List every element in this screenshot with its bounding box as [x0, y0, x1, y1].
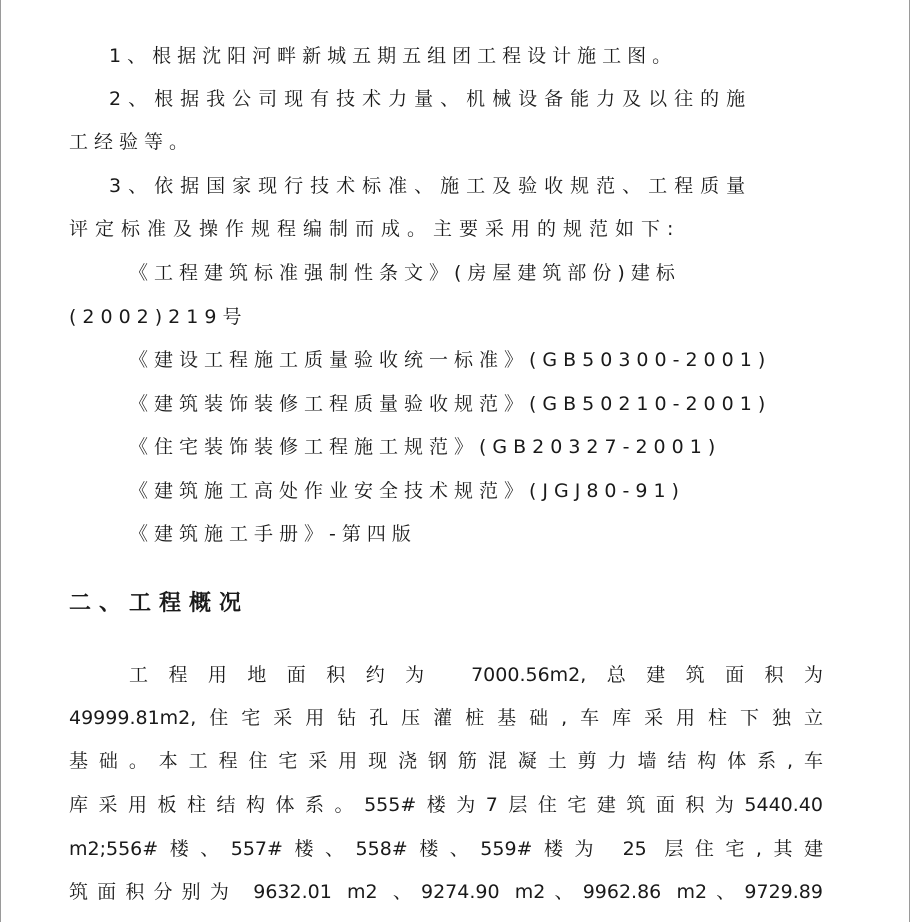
standard-ref-6: 《建筑施工手册》-第四版 [129, 523, 417, 545]
standard-ref-4: 《住宅装饰装修工程施工规范》(GB20327-2001) [129, 436, 722, 458]
basis-item-1: 1、根据沈阳河畔新城五期五组团工程设计施工图。 [109, 45, 678, 67]
overview-line-6: 筑面积分别为 9632.01 m2 、9274.90 m2、9962.86 m2、9729.89 [69, 881, 823, 903]
standard-ref-1-cont: (2002)219号 [69, 306, 248, 328]
basis-item-3-cont: 评定标准及操作规程编制而成。主要采用的规范如下: [69, 218, 681, 240]
standard-ref-1: 《工程建筑标准强制性条文》(房屋建筑部份)建标 [129, 262, 681, 284]
standard-ref-2: 《建设工程施工质量验收统一标准》(GB50300-2001) [129, 349, 772, 371]
section-heading: 二、工程概况 [69, 591, 250, 616]
overview-line-1: 工程用地面积约为 7000.56m2,总建筑面积为 [129, 664, 823, 686]
standard-ref-5: 《建筑施工高处作业安全技术规范》(JGJ80-91) [129, 480, 685, 502]
basis-item-2-cont: 工经验等。 [69, 131, 195, 153]
overview-line-4: 库采用板柱结构体系。555#楼为7层住宅建筑面积为5440.40 [69, 794, 823, 816]
basis-item-3: 3、依据国家现行技术标准、施工及验收规范、工程质量 [109, 175, 753, 197]
overview-line-5: m2;556#楼、557#楼、558#楼、559#楼为 25 层住宅,其建 [69, 838, 823, 860]
overview-line-2: 49999.81m2,住宅采用钻孔压灌桩基础,车库采用柱下独立 [69, 707, 823, 729]
overview-line-3: 基础。本工程住宅采用现浇钢筋混凝土剪力墙结构体系,车 [69, 750, 823, 772]
standard-ref-3: 《建筑装饰装修工程质量验收规范》(GB50210-2001) [129, 393, 772, 415]
basis-item-2: 2、根据我公司现有技术力量、机械设备能力及以往的施 [109, 88, 753, 110]
